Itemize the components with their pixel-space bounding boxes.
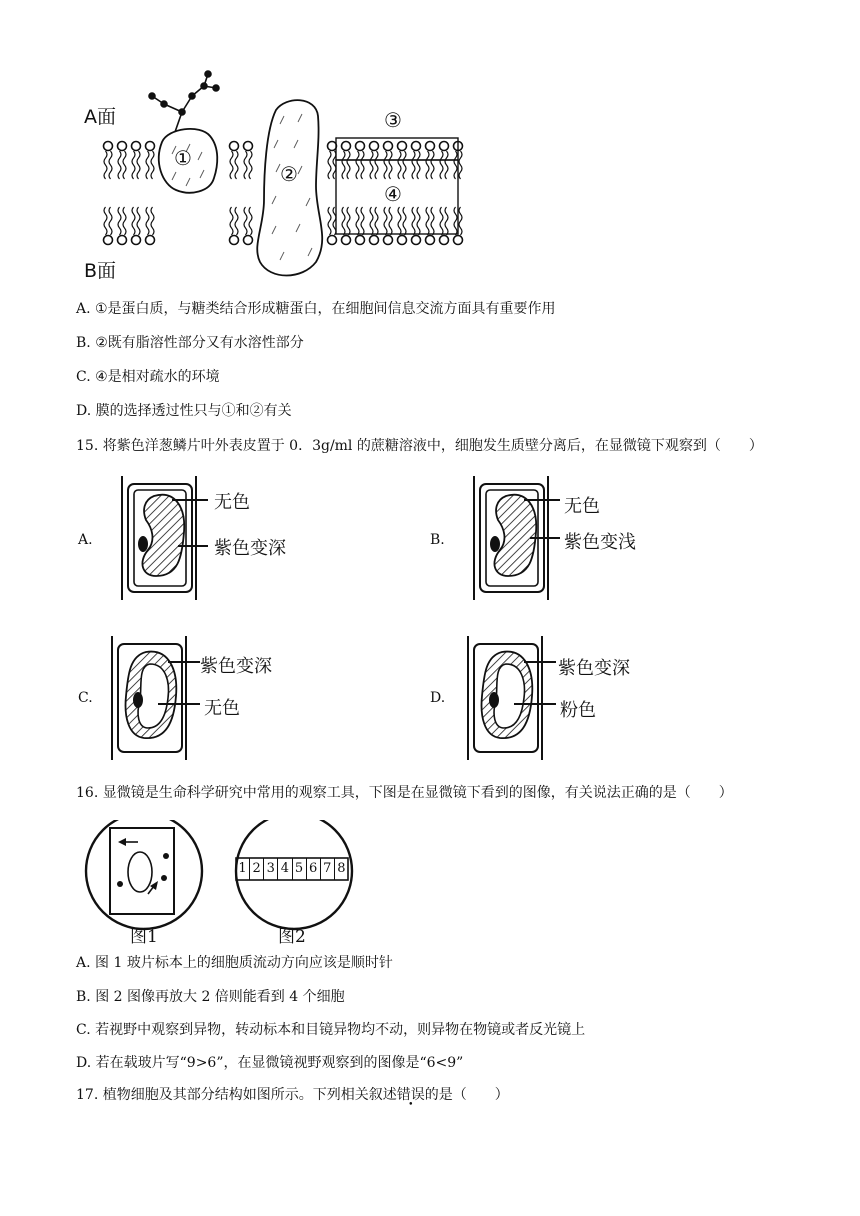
q15-option-a-letter: A. xyxy=(78,532,93,548)
phospholipid-tail xyxy=(118,207,121,235)
fig2-caption: 图2 xyxy=(278,927,306,947)
fig2-cell: 2 xyxy=(250,858,264,880)
q14-option-d: D. 膜的选择透过性只与①和②有关 xyxy=(76,403,292,419)
side-b-label: B面 xyxy=(84,260,117,282)
phospholipid-tail xyxy=(417,151,420,179)
phospholipid-tail xyxy=(389,151,392,179)
phospholipid-tail xyxy=(347,207,350,235)
phospholipid-head xyxy=(398,142,407,151)
q16-figures xyxy=(84,820,384,947)
phospholipid-tail xyxy=(132,151,135,179)
q17-stem xyxy=(76,1086,509,1104)
phospholipid-tail xyxy=(347,151,350,179)
q16-option-a: A. 图 1 玻片标本上的细胞质流动方向应该是顺时针 xyxy=(76,955,393,971)
q17-stem-emphasis: 错误 xyxy=(396,1087,425,1103)
phospholipid-tail xyxy=(118,151,121,179)
phospholipid-tail xyxy=(417,207,420,235)
phospholipid-tail xyxy=(454,207,457,235)
fig1-field-of-view xyxy=(86,820,202,929)
phospholipid-head xyxy=(146,142,155,151)
phospholipid-tail xyxy=(440,207,443,235)
phospholipid-head xyxy=(426,142,435,151)
glycan-chain-icon xyxy=(149,71,219,132)
phospholipid-head xyxy=(412,142,421,151)
phospholipid-tail xyxy=(356,207,359,235)
phospholipid-head xyxy=(454,236,463,245)
phospholipid-tail xyxy=(426,207,429,235)
phospholipid-tail xyxy=(137,207,140,235)
phospholipid-tail xyxy=(384,151,387,179)
fig2-cell: 1 xyxy=(236,858,250,880)
q15-b-label-bottom: 紫色变浅 xyxy=(564,532,636,553)
q15-option-d-letter: D. xyxy=(430,690,446,706)
phospholipid-head xyxy=(244,236,253,245)
phospholipid-head xyxy=(412,236,421,245)
phospholipid-tail xyxy=(249,207,252,235)
q14-option-b: B. ②既有脂溶性部分又有水溶性部分 xyxy=(76,335,304,351)
q15-option-a-figure xyxy=(112,476,332,600)
fig2-cell: 5 xyxy=(293,858,307,880)
phospholipid-head xyxy=(426,236,435,245)
marker-2: ② xyxy=(280,162,298,186)
phospholipid-tail xyxy=(403,151,406,179)
phospholipid-tail xyxy=(426,151,429,179)
q15-a-label-bottom: 紫色变深 xyxy=(214,538,286,559)
phospholipid-head xyxy=(132,236,141,245)
phospholipid-head xyxy=(146,236,155,245)
phospholipid-head xyxy=(370,236,379,245)
phospholipid-tail xyxy=(123,151,126,179)
q14-option-a: A. ①是蛋白质，与糖类结合形成糖蛋白，在细胞间信息交流方面具有重要作用 xyxy=(76,301,556,317)
phospholipid-head xyxy=(356,142,365,151)
phospholipid-head xyxy=(132,142,141,151)
q15-stem: 15. 将紫色洋葱鳞片叶外表皮置于 0．3g/ml 的蔗糖溶液中，细胞发生质壁分离后，在显微镜下观察到（ ） xyxy=(76,438,763,454)
phospholipid-tail xyxy=(146,207,149,235)
phospholipid-tail xyxy=(370,151,373,179)
phospholipid-head xyxy=(440,142,449,151)
phospholipid-head xyxy=(370,142,379,151)
phospholipid-tail xyxy=(146,151,149,179)
phospholipid-tail xyxy=(230,151,233,179)
q17-stem-after: 的是（ ） xyxy=(424,1087,509,1103)
phospholipid-tail xyxy=(151,151,154,179)
phospholipid-head xyxy=(230,142,239,151)
fig2-cell-row xyxy=(236,858,348,880)
q16-stem: 16. 显微镜是生命科学研究中常用的观察工具，下图是在显微镜下看到的图像，有关说法正确的是（ ） xyxy=(76,785,733,801)
phospholipid-tail xyxy=(123,207,126,235)
phospholipid-tail xyxy=(356,151,359,179)
phospholipid-tail xyxy=(132,207,135,235)
q15-option-c-letter: C. xyxy=(78,690,93,706)
phospholipid-tail xyxy=(445,207,448,235)
q15-d-label-bottom: 粉色 xyxy=(560,700,596,721)
phospholipid-tail xyxy=(109,151,112,179)
marker-4: ④ xyxy=(384,182,402,206)
q16-option-c: C. 若视野中观察到异物，转动标本和目镜异物均不动，则异物在物镜或者反光镜上 xyxy=(76,1022,586,1038)
q15-d-label-top: 紫色变深 xyxy=(558,658,630,679)
phospholipid-tail xyxy=(412,207,415,235)
phospholipid-tail xyxy=(431,207,434,235)
phospholipid-tail xyxy=(412,151,415,179)
phospholipid-head xyxy=(230,236,239,245)
phospholipid-head xyxy=(118,236,127,245)
phospholipid-tail xyxy=(249,151,252,179)
phospholipid-head xyxy=(104,142,113,151)
phospholipid-tail xyxy=(370,207,373,235)
phospholipid-tail xyxy=(431,151,434,179)
fig2-cell: 7 xyxy=(321,858,335,880)
phospholipid-head xyxy=(244,142,253,151)
fig2-cell: 4 xyxy=(278,858,292,880)
q15-option-d-figure xyxy=(462,636,682,760)
phospholipid-tail xyxy=(104,207,107,235)
phospholipid-tail xyxy=(361,151,364,179)
phospholipid-tail xyxy=(459,207,462,235)
phospholipid-tail xyxy=(398,151,401,179)
phospholipid-tail xyxy=(235,151,238,179)
fig2-cell: 3 xyxy=(264,858,278,880)
q15-c-label-bottom: 无色 xyxy=(204,698,240,719)
side-a-label: A面 xyxy=(84,106,116,128)
phospholipid-tail xyxy=(109,207,112,235)
phospholipid-tail xyxy=(375,151,378,179)
phospholipid-head xyxy=(398,236,407,245)
marker-1: ① xyxy=(174,146,192,170)
phospholipid-tail xyxy=(151,207,154,235)
fig2-cell: 6 xyxy=(307,858,321,880)
phospholipid-head xyxy=(328,236,337,245)
phospholipid-tail xyxy=(328,151,331,179)
phospholipid-head xyxy=(342,236,351,245)
q17-stem-before: 17. 植物细胞及其部分结构如图所示。下列相关叙述 xyxy=(76,1087,397,1103)
protein-2-icon xyxy=(257,100,322,275)
q14-option-c: C. ④是相对疏水的环境 xyxy=(76,369,220,385)
phospholipid-head xyxy=(384,236,393,245)
phospholipid-tail xyxy=(230,207,233,235)
q15-c-label-top: 紫色变深 xyxy=(200,656,272,677)
q16-option-d: D. 若在载玻片写“9>6”，在显微镜视野观察到的图像是“6<9” xyxy=(76,1055,464,1071)
q15-option-b-letter: B. xyxy=(430,532,445,548)
phospholipid-head xyxy=(356,236,365,245)
phospholipid-tail xyxy=(137,151,140,179)
phospholipid-tail xyxy=(342,151,345,179)
phospholipid-tail xyxy=(398,207,401,235)
phospholipid-tail xyxy=(440,151,443,179)
phospholipid-head xyxy=(118,142,127,151)
phospholipid-head xyxy=(328,142,337,151)
phospholipid-head xyxy=(384,142,393,151)
phospholipid-tail xyxy=(342,207,345,235)
phospholipid-tail xyxy=(104,151,107,179)
phospholipid-tail xyxy=(361,207,364,235)
phospholipid-head xyxy=(440,236,449,245)
phospholipid-head xyxy=(104,236,113,245)
phospholipid-head xyxy=(342,142,351,151)
q15-b-label-top: 无色 xyxy=(564,496,600,517)
phospholipid-tail xyxy=(389,207,392,235)
phospholipid-tail xyxy=(403,207,406,235)
phospholipid-tail xyxy=(454,151,457,179)
marker-3: ③ xyxy=(384,108,402,132)
phospholipid-tail xyxy=(328,207,331,235)
phospholipid-tail xyxy=(445,151,448,179)
q16-option-b: B. 图 2 图像再放大 2 倍则能看到 4 个细胞 xyxy=(76,989,345,1005)
q15-option-c-figure xyxy=(106,636,326,760)
fig1-caption: 图1 xyxy=(130,927,158,947)
q15-a-label-top: 无色 xyxy=(214,492,250,513)
phospholipid-tail xyxy=(244,207,247,235)
fig2-cell: 8 xyxy=(337,861,346,876)
membrane-figure xyxy=(80,66,480,282)
phospholipid-tail xyxy=(244,151,247,179)
phospholipid-tail xyxy=(375,207,378,235)
phospholipid-tail xyxy=(384,207,387,235)
phospholipid-tail xyxy=(235,207,238,235)
phospholipid-tail xyxy=(459,151,462,179)
q15-option-b-figure xyxy=(464,476,684,600)
